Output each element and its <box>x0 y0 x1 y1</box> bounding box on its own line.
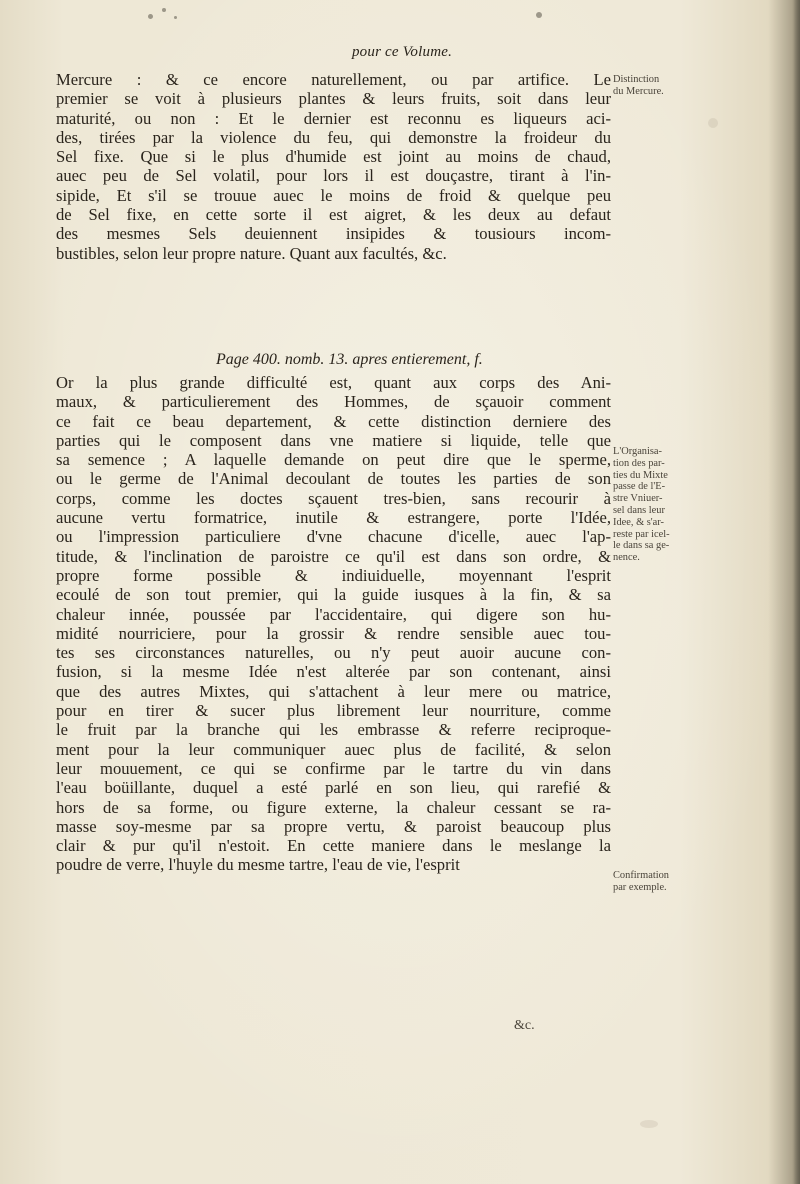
margin-note-line: nence. <box>613 552 640 564</box>
page-edge-shadow <box>792 0 800 1184</box>
text-line: corps, comme les doctes sçauent tres-bien, sans recourir à <box>56 488 611 508</box>
margin-note-line: passe de l'E- <box>613 481 666 493</box>
text-line: parties qui le composent dans vne matiere si liquide, telle que <box>56 430 611 450</box>
text-line: ou l'impression particuliere d'vne chacune d'icelle, auec l'ap- <box>56 527 611 547</box>
text-line: que des autres Mixtes, qui s'attachent à leur mere ou matrice, <box>56 681 611 701</box>
text-line: ou le germe de l'Animal decoulant de toutes les parties de son <box>56 469 611 489</box>
margin-note-line: sel dans leur <box>613 504 665 516</box>
text-line: propre forme possible & indiuiduelle, moyennant l'esprit <box>56 565 611 585</box>
margin-note-line: reste par icel- <box>613 528 670 540</box>
text-line: aucune vertu formatrice, inutile & estrangere, porte l'Idée, <box>56 508 611 528</box>
margin-note-line: ties du Mixte <box>613 469 668 481</box>
margin-note-line: L'Organisa- <box>613 446 663 457</box>
paragraph-animaux <box>56 373 611 875</box>
margin-note-line: Confirmation <box>613 870 669 881</box>
margin-note-line: stre Vniuer- <box>613 493 663 505</box>
catchword: &c. <box>514 1018 535 1033</box>
text-line: de Sel fixe, en cette sorte il est aigret, & les deux au defaut <box>56 205 611 225</box>
text-line: ecoulé de son tout premier, qui la guide iusques à la fin, & sa <box>56 585 611 605</box>
paragraph-mercure <box>56 70 611 263</box>
margin-note-line: Idee, & s'ar- <box>613 516 664 528</box>
stain <box>708 118 718 128</box>
text-line: leur mouuement, ce qui se confirme par le tartre du vin dans <box>56 758 611 778</box>
margin-note-distinction <box>613 74 705 98</box>
text-line: sa semence ; A laquelle demande on peut dire que le sperme, <box>56 450 611 470</box>
text-line: Or la plus grande difficulté est, quant aux corps des Ani- <box>56 373 611 392</box>
margin-note-confirmation <box>613 870 705 894</box>
margin-note-organisation <box>613 446 705 564</box>
text-line: hors de sa forme, ou figure externe, la chaleur cessant se ra- <box>56 797 611 817</box>
margin-note-line: le dans sa ge- <box>613 540 670 552</box>
text-line: le fruit par la branche qui les embrasse & referre reciproque- <box>56 720 611 740</box>
text-line: bustibles, selon leur propre nature. Quant aux facultés, &c. <box>56 243 447 263</box>
text-line: tes ses circonstances naturelles, ou n'y peut auoir aucune con- <box>56 643 611 663</box>
text-line: des, tirées par la violence du feu, qui demonstre la froideur du <box>56 127 611 147</box>
stain <box>640 1120 658 1128</box>
text-line: maux, & particulierement des Hommes, de sçauoir comment <box>56 392 611 412</box>
text-line: Sel fixe. Que si le plus d'humide est joint au moins de chaud, <box>56 147 611 167</box>
text-line: maturité, ou non : Et le dernier est reconnu es liqueurs aci- <box>56 108 611 128</box>
margin-note-line: tion des par- <box>613 457 665 469</box>
ink-speckles <box>148 6 568 28</box>
text-line: ce fait ce beau departement, & cette distinction derniere des <box>56 411 611 431</box>
text-line: titude, & l'inclination de paroistre ce qu'il est dans son ordre, & <box>56 546 611 566</box>
text-line: auec peu de Sel volatil, pour lors il est douçastre, tirant à l'in- <box>56 166 611 186</box>
text-line: midité nourriciere, pour la grossir & rendre sensible auec tou- <box>56 623 611 643</box>
text-line: pour en tirer & sucer plus librement leur nourriture, comme <box>56 701 611 721</box>
running-header: pour ce Volume. <box>351 44 453 60</box>
margin-note-line: Distinction <box>613 74 660 85</box>
text-line: l'eau boüillante, duquel a esté parlé en son lieu, qui rarefié & <box>56 778 611 798</box>
text-line: poudre de verre, l'huyle du mesme tartre, l'eau de vie, l'esprit <box>56 855 460 875</box>
text-line: masse soy-mesme par sa propre vertu, & paroist beaucoup plus <box>56 816 611 836</box>
text-line: premier se voit à plusieurs plantes & leurs fruits, soit dans leur <box>56 89 611 109</box>
margin-note-line: par exemple. <box>613 881 667 893</box>
text-line: ment pour la leur communiquer auec plus de facilité, & selon <box>56 739 611 759</box>
text-line: des mesmes Sels deuiennent insipides & tousiours incom- <box>56 224 611 244</box>
text-line: fusion, si la mesme Idée n'est alterée par son contenant, ainsi <box>56 662 611 682</box>
text-line: sipide, Et s'il se trouue auec le moins de froid & quelque peu <box>56 185 611 205</box>
margin-note-line: du Mercure. <box>613 85 664 97</box>
text-line: chaleur innée, poussée par l'accidentaire, qui digere son hu- <box>56 604 611 624</box>
page-reference-heading: Page 400. nomb. 13. apres entierement, f. <box>216 351 483 368</box>
text-line: clair & pur qu'il n'estoit. En cette maniere dans le meslange la <box>56 836 611 856</box>
text-line: Mercure : & ce encore naturellement, ou par artifice. Le <box>56 70 611 89</box>
